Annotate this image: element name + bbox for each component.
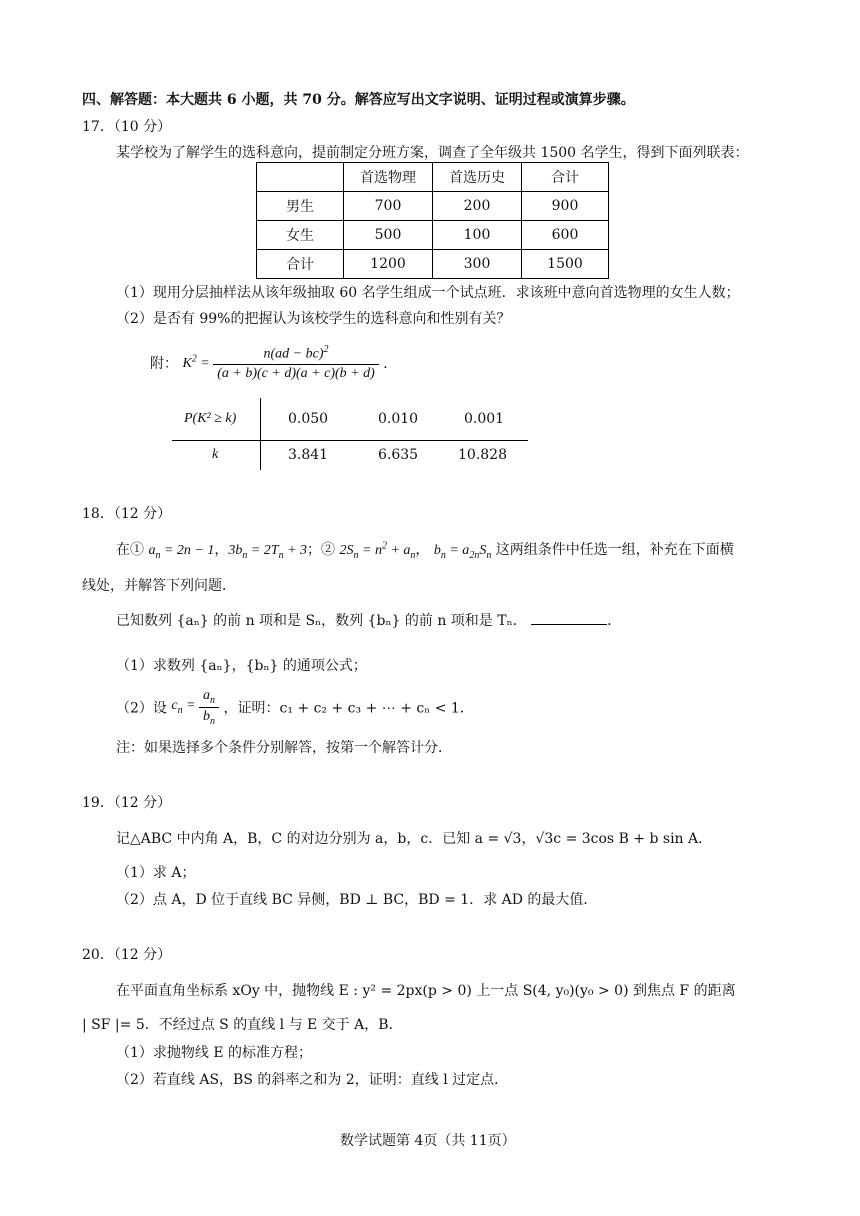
- k-table-cell: 0.050: [288, 411, 329, 427]
- q20-stem-line2: | SF |= 5．不经过点 S 的直线 l 与 E 交于 A，B．: [82, 1017, 403, 1033]
- q20-part1: （1）求抛物线 E 的标准方程；: [116, 1045, 313, 1061]
- table-cell: 1200: [344, 250, 433, 279]
- page-footer: 数学试题第 4页（共 11页）: [340, 1133, 516, 1149]
- table-cell: 100: [433, 221, 522, 250]
- k-table-label: k: [212, 447, 219, 462]
- table-cell: 1500: [522, 250, 609, 279]
- table-row: [257, 250, 609, 279]
- q17-part2: （2）是否有 99%的把握认为该校学生的选科意向和性别有关？: [116, 311, 511, 327]
- k2-fraction: $\frac{n(ad - bc)^2}{(a + b)(c + d)(a + c)(b + d)}$: [213, 344, 379, 382]
- table-cell: 女生: [257, 221, 344, 250]
- k-table-cell: 10.828: [458, 447, 507, 463]
- k2-formula: 附： $K^2$ = $\frac{n(ad - bc)^2}{(a + b)(c + d)(a + c)(b + d)}$ ．: [150, 344, 398, 381]
- part2-prefix: （2）设: [116, 700, 167, 717]
- k-table-cell: 6.635: [378, 447, 419, 463]
- k-table: [172, 398, 528, 470]
- k-table-cell: 0.001: [464, 411, 505, 427]
- section-header: 四、解答题：本大题共 6 小题，共 70 分。解答应写出文字说明、证明过程或演算步骤。: [82, 92, 635, 108]
- q20-part2: （2）若直线 AS，BS 的斜率之和为 2，证明：直线 l 过定点．: [116, 1072, 509, 1088]
- q19-part1: （1）求 A；: [116, 865, 196, 881]
- table-cell: 700: [344, 192, 433, 221]
- condition-tail: 这两组条件中任选一组，补充在下面横: [495, 542, 734, 558]
- table-row: [257, 192, 609, 221]
- q19-part2: （2）点 A，D 位于直线 BC 异侧，BD ⊥ BC，BD = 1．求 AD 的最大值．: [116, 892, 598, 908]
- part2-suffix: ，证明：c₁ + c₂ + c₃ + ⋯ + cₙ < 1．: [223, 700, 474, 717]
- given-text: 已知数列 {aₙ} 的前 n 项和是 Sₙ，数列 {bₙ} 的前 n 项和是 Tₙ．: [116, 613, 527, 629]
- appendix-label: 附：: [150, 355, 178, 372]
- table-cell: 男生: [257, 192, 344, 221]
- q19-number: 19．（12 分）: [82, 795, 172, 811]
- table-cell: 600: [522, 221, 609, 250]
- q18-number: 18．（12 分）: [82, 506, 172, 522]
- table-cell: 900: [522, 192, 609, 221]
- q20-stem-line1: 在平面直角坐标系 xOy 中，抛物线 E : y² = 2px(p > 0) 上一点 S(4, y₀)(y₀ > 0) 到焦点 F 的距离: [116, 983, 736, 999]
- q18-condition: 在① $a_n = 2n - 1$，$3b_n = 2T_n + 3$；② $2S_n = n^2 + a_n$， $b_n = a_{2n}S_n$ 这两组条件中任选一组，补充在下面横: [116, 540, 734, 561]
- table-header: 首选物理: [344, 163, 433, 192]
- k-table-cell: 3.841: [288, 447, 329, 463]
- q18-given: 已知数列 {aₙ} 的前 n 项和是 Sₙ，数列 {bₙ} 的前 n 项和是 Tₙ． ．: [116, 613, 622, 629]
- table-header: 合计: [522, 163, 609, 192]
- table-header: 首选历史: [433, 163, 522, 192]
- q18-part2: （2）设 $c_n$ = $\frac{a_n}{b_n}$ ，证明：c₁ + c₂ + c₃ + ⋯ + cₙ < 1．: [116, 688, 474, 727]
- q17-intro: 某学校为了解学生的选科意向，提前制定分班方案，调查了全年级共 1500 名学生，得到下面列联表：: [116, 145, 749, 161]
- answer-blank: [531, 612, 607, 625]
- contingency-table: [256, 162, 609, 279]
- condition-intro: 在①: [116, 542, 144, 558]
- q19-stem: 记△ABC 中内角 A，B，C 的对边分别为 a，b，c．已知 a = √3，√3c = 3cos B + b sin A．: [116, 831, 713, 847]
- q18-part1: （1）求数列 {aₙ}，{bₙ} 的通项公式；: [116, 658, 367, 674]
- table-cell: 500: [344, 221, 433, 250]
- table-cell: 合计: [257, 250, 344, 279]
- k-table-cell: 0.010: [378, 411, 419, 427]
- table-cell: 200: [433, 192, 522, 221]
- cn-fraction: $\frac{a_n}{b_n}$: [199, 688, 219, 727]
- q17-part1: （1）现用分层抽样法从该年级抽取 60 名学生组成一个试点班．求该班中意向首选物理的女生人数；: [116, 285, 740, 301]
- q18-note: 注：如果选择多个条件分别解答，按第一个解答计分．: [116, 740, 452, 756]
- table-cell: [257, 163, 344, 192]
- q17-number: 17．（10 分）: [82, 119, 172, 135]
- q20-number: 20．（12 分）: [82, 947, 172, 963]
- table-row: [257, 221, 609, 250]
- q18-condition-line2: 线处，并解答下列问题．: [82, 578, 236, 594]
- k-table-label: P(K² ≥ k): [184, 411, 237, 426]
- table-cell: 300: [433, 250, 522, 279]
